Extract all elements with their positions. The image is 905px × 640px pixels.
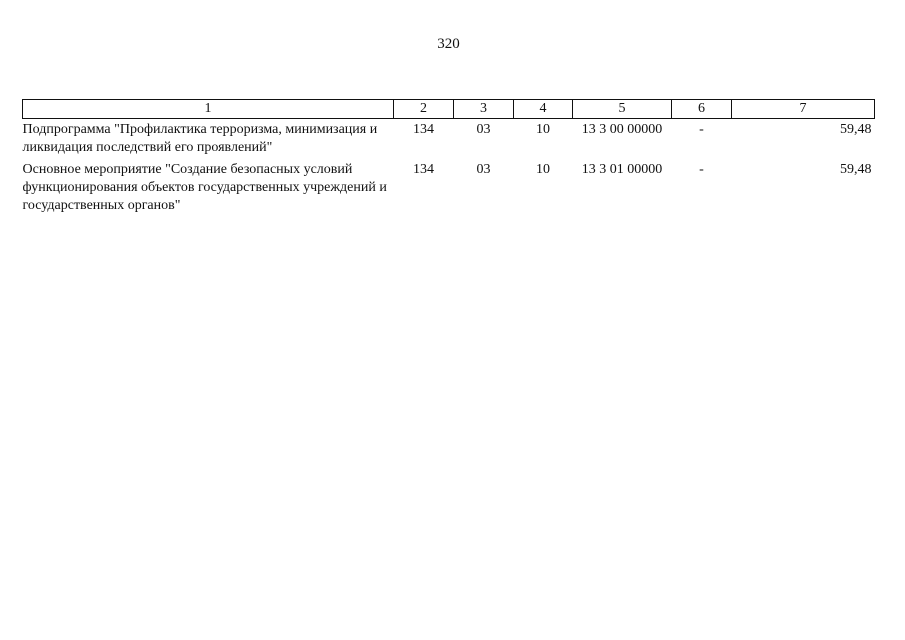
row-expense-type: - <box>699 162 704 177</box>
column-header-4: 4 <box>514 100 573 119</box>
row-expense-type: - <box>699 122 704 137</box>
column-header-3: 3 <box>454 100 514 119</box>
page-number: 320 <box>437 36 460 52</box>
table-row <box>23 157 875 215</box>
row-ministry-code: 134 <box>413 162 434 177</box>
row-name: Основное мероприятие "Создание безопасных условий функционирования объектов государственных учреждений и государственных органов" <box>22 162 387 213</box>
header-row <box>23 100 875 119</box>
budget-table <box>22 99 875 215</box>
column-header-5: 5 <box>573 100 672 119</box>
row-section-code: 03 <box>476 122 491 137</box>
row-section-code: 03 <box>476 162 491 177</box>
column-header-6: 6 <box>672 100 732 119</box>
row-amount: 59,48 <box>840 122 872 137</box>
column-header-7: 7 <box>732 100 875 119</box>
row-amount: 59,48 <box>840 162 872 177</box>
row-ministry-code: 134 <box>413 122 434 137</box>
row-article-code: 13 3 00 00000 <box>581 122 663 137</box>
row-article-code: 13 3 01 00000 <box>581 162 663 177</box>
row-subsection-code: 10 <box>536 122 550 137</box>
table-row <box>23 119 875 158</box>
column-header-1: 1 <box>23 100 394 119</box>
row-subsection-code: 10 <box>536 162 550 177</box>
row-name: Подпрограмма "Профилактика терроризма, минимизация и ликвидация последствий его проявлений" <box>22 122 378 155</box>
column-header-2: 2 <box>394 100 454 119</box>
